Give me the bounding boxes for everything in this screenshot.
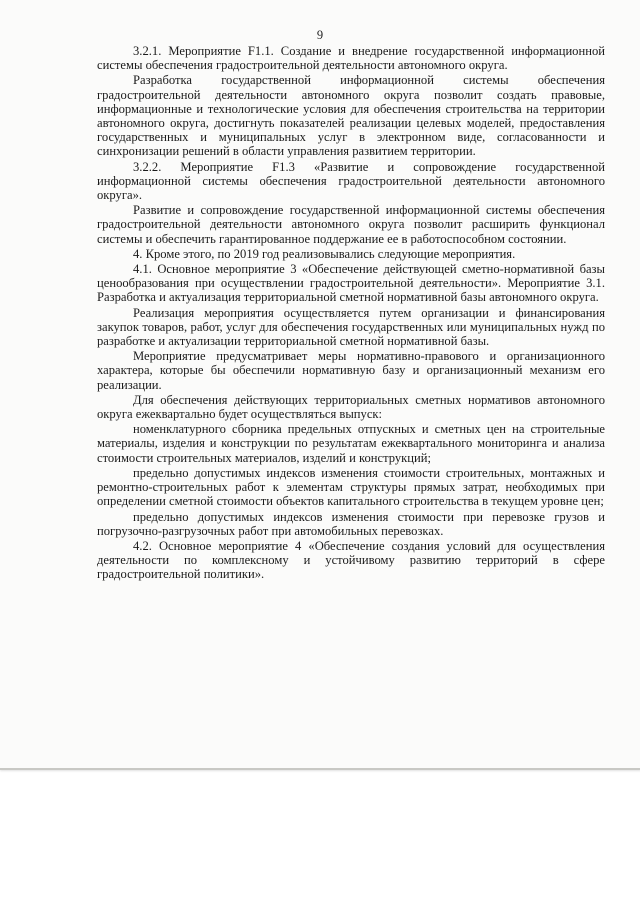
list-item-cost-indices: предельно допустимых индексов изменения стоимости строительных, монтажных и ремонтно-строительных работ к элементам структуры прямых затрат, необходимых при определении сметной стоимости объектов капитального строительства в текущем уровне цен; [97, 465, 605, 509]
paragraph-4-1: 4.1. Основное мероприятие 3 «Обеспечение действующей сметно-нормативной базы ценообразования при осуществлении градостроительной деятельности». Мероприятие 3.1. Разработка и актуализация территориальной сметной нормативной базы автономного округа. [97, 262, 605, 305]
list-item-price-catalog: номенклатурного сборника предельных отпускных и сметных цен на строительные материалы, изделия и конструкции по результатам ежеквартального мониторинга и анализа стоимости строительных материалов, изделий и конструкций; [97, 422, 605, 465]
paragraph-quarterly-release: Для обеспечения действующих территориальных сметных нормативов автономного округа ежеквартально будет осуществляться выпуск: [97, 392, 605, 422]
paragraph-measures: Мероприятие предусматривает меры нормативно-правового и организационного характера, которые бы обеспечили нормативную базу и организационный механизм его реализации. [97, 349, 605, 392]
paragraph-gis-development: Разработка государственной информационной системы обеспечения градостроительной деятельности автономного округа позволит создать правовые, информационные и технологические условия для обеспечения строительства на территории автономного округа, достигнуть показателей реализации целевых моделей, предоставления государственных и муниципальных услуг в электронном виде, согласованности и синхронизации решений в области управления развитием территории. [97, 73, 605, 159]
page-number: 9 [316, 28, 324, 42]
paragraph-implementation: Реализация мероприятия осуществляется путем организации и финансирования закупок товаров, работ, услуг для обеспечения государственных или муниципальных нужд по разработке и актуализации территориальной сметной нормативной базы. [97, 305, 605, 349]
document-body [97, 44, 605, 583]
paragraph-4: 4. Кроме этого, по 2019 год реализовывались следующие мероприятия. [133, 246, 516, 261]
paragraph-3-2-1: 3.2.1. Мероприятие F1.1. Создание и внедрение государственной информационной системы обеспечения градостроительной деятельности автономного округа. [97, 44, 605, 73]
paragraph-4-2: 4.2. Основное мероприятие 4 «Обеспечение создания условий для осуществления деятельности по комплексному и устойчивому развитию территорий в сфере градостроительной политики». [97, 538, 605, 582]
list-item-transport-indices: предельно допустимых индексов изменения стоимости при перевозке грузов и погрузочно-разгрузочных работ при автомобильных перевозках. [97, 509, 605, 538]
paragraph-3-2-2: 3.2.2. Мероприятие F1.3 «Развитие и сопровождение государственной информационной системы обеспечения градостроительной деятельности автономного округа». [97, 159, 605, 203]
paragraph-gis-support: Развитие и сопровождение государственной информационной системы обеспечения градостроительной деятельности автономного округа позволит расширить функционал системы и обеспечить гарантированное поддержание ее в работоспособном состоянии. [97, 203, 605, 246]
